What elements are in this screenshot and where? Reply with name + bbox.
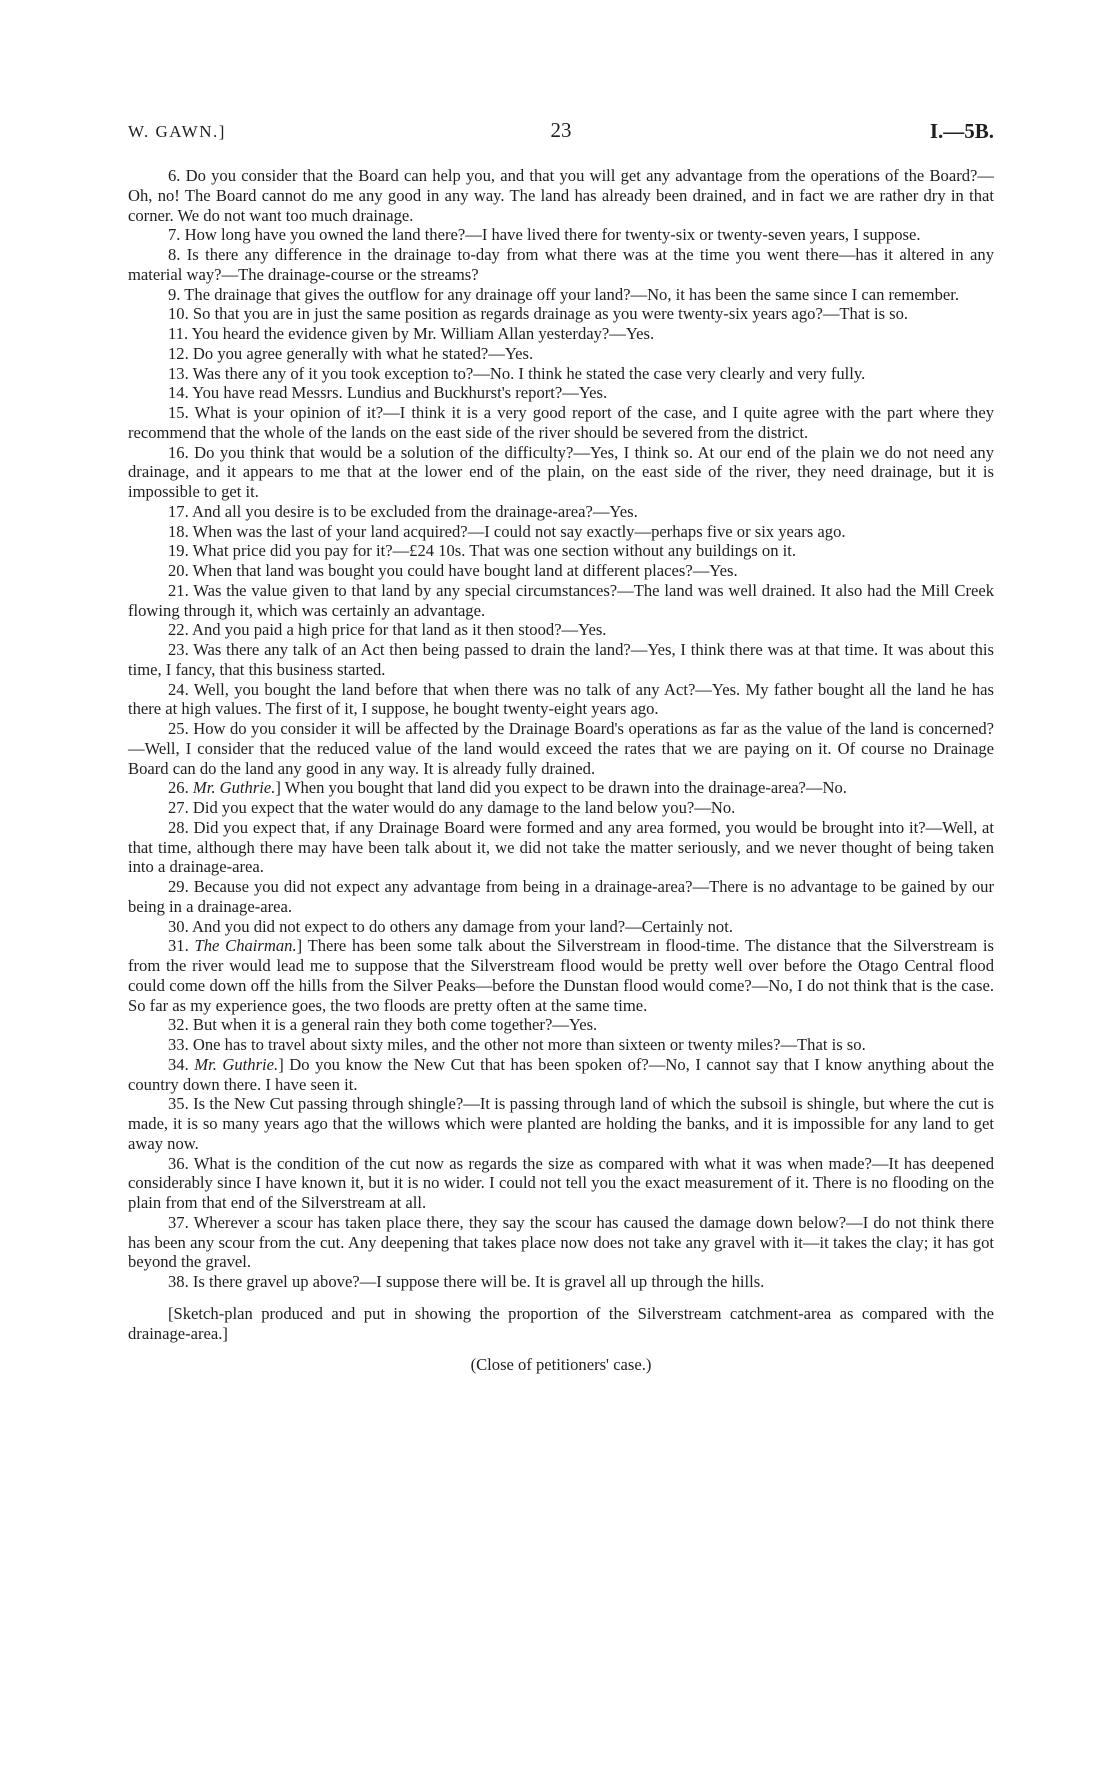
testimony-paragraph <box>128 936 994 1015</box>
paragraph-text: ] There has been some talk about the Silverstream in flood-time. The distance that the Silverstream is from the river would lead me to suppose that the Silverstream flood would be pretty well over before the Otago Central flood could come down off the hills from the Silver Peaks—before the Dunstan flood would come?—No, I do not think that is the case. So far as my experience goes, the two floods are pretty often at the same time. <box>128 936 994 1015</box>
testimony-paragraph: 12. Do you agree generally with what he stated?—Yes. <box>168 343 534 363</box>
speaker-name: The Chairman. <box>194 936 297 956</box>
testimony-paragraph: 23. Was there any talk of an Act then being passed to drain the land?—Yes, I think there was at that time. It was about this time, I fancy, that this business started. <box>128 640 994 679</box>
testimony-paragraph: 38. Is there gravel up above?—I suppose there will be. It is gravel all up through the hills. <box>168 1272 765 1291</box>
page-header <box>128 118 994 152</box>
testimony-paragraph: 30. And you did not expect to do others any damage from your land?—Certainly not. <box>168 916 733 936</box>
testimony-paragraph: 16. Do you think that would be a solution of the difficulty?—Yes, I think so. At our end of the plain we do not need any drainage, and it appears to me that at the lower end of the plain, on the east side of the river, they need drainage, but it is impossible to get it. <box>128 442 994 501</box>
sketch-plan-note: [Sketch-plan produced and put in showing the proportion of the Silverstream catchment-area as compared with the drainage-area.] <box>128 1303 994 1343</box>
closing-line: (Close of petitioners' case.) <box>470 1355 652 1375</box>
header-witness: W. GAWN.] <box>128 122 226 141</box>
question-number: 26. <box>168 778 193 798</box>
testimony-paragraph <box>128 778 994 798</box>
testimony-paragraph: 15. What is your opinion of it?—I think it is a very good report of the case, and I quite agree with the part where they recommend that the whole of the lands on the east side of the river should be severed from the district. <box>128 403 994 442</box>
speaker-name: Mr. Guthrie. <box>192 778 276 798</box>
testimony-paragraph: 10. So that you are in just the same position as regards drainage as you were twenty-six years ago?—That is so. <box>168 304 909 324</box>
testimony-body <box>128 166 994 1375</box>
testimony-paragraph: 37. Wherever a scour has taken place there, they say the scour has caused the damage down below?—I do not think there has been any scour from the cut. Any deepening that takes place now does not take any gravel with it—it takes the clay; it has got beyond the gravel. <box>128 1212 994 1272</box>
page-number: 23 <box>550 118 572 142</box>
testimony-paragraph: 29. Because you did not expect any advantage from being in a drainage-area?—There is no advantage to be gained by our being in a drainage-area. <box>128 877 994 916</box>
testimony-paragraph: 18. When was the last of your land acquired?—I could not say exactly—perhaps five or six years ago. <box>168 521 846 541</box>
speaker-name: Mr. Guthrie. <box>194 1054 279 1074</box>
testimony-paragraph: 20. When that land was bought you could have bought land at different places?—Yes. <box>168 561 738 580</box>
testimony-paragraph: 27. Did you expect that the water would do any damage to the land below you?—No. <box>168 798 736 817</box>
testimony-paragraph: 11. You heard the evidence given by Mr. William Allan yesterday?—Yes. <box>168 324 655 343</box>
paper-reference: I.—5B. <box>929 119 994 143</box>
testimony-paragraph: 19. What price did you pay for it?—£24 10s. That was one section without any buildings on it. <box>168 541 797 561</box>
paragraph-text: ] When you bought that land did you expect to be drawn into the drainage-area?—No. <box>275 778 847 798</box>
testimony-paragraph: 35. Is the New Cut passing through shingle?—It is passing through land of which the subsoil is shingle, but where the cut is made, it is so many years ago that the willows which were planted are holding the banks, and it is impossible for any land to get away now. <box>128 1094 994 1153</box>
testimony-paragraph: 14. You have read Messrs. Lundius and Buckhurst's report?—Yes. <box>168 383 608 403</box>
testimony-paragraph: 8. Is there any difference in the drainage to-day from what there was at the time you went there—has it altered in any material way?—The drainage-course or the streams? <box>128 245 994 284</box>
testimony-paragraph: 36. What is the condition of the cut now as regards the size as compared with what it was when made?—It has deepened considerably since I have known it, but it is no wider. I could not tell you the exact measurement of it. There is no flooding on the plain from that end of the Silverstream at all. <box>128 1153 994 1212</box>
testimony-paragraph: 6. Do you consider that the Board can help you, and that you will get any advantage from the operations of the Board?—Oh, no! The Board cannot do me any good in any way. The land has already been drained, and in fact we are rather dry in that corner. We do not want too much drainage. <box>128 166 994 225</box>
testimony-paragraph: 24. Well, you bought the land before that when there was no talk of any Act?—Yes. My father bought all the land he has there at high values. The first of it, I suppose, he bought twenty-eight years ago. <box>128 679 994 719</box>
question-number: 34. <box>168 1054 195 1074</box>
testimony-paragraph: 21. Was the value given to that land by any special circumstances?—The land was well drained. It also had the Mill Creek flowing through it, which was certainly an advantage. <box>128 580 994 620</box>
question-number: 31. <box>168 936 195 956</box>
testimony-paragraph: 22. And you paid a high price for that land as it then stood?—Yes. <box>168 620 607 640</box>
testimony-paragraph: 17. And all you desire is to be excluded from the drainage-area?—Yes. <box>168 501 638 521</box>
testimony-paragraph: 33. One has to travel about sixty miles, and the other not more than sixteen or twenty miles?—That is so. <box>168 1035 866 1054</box>
testimony-paragraph: 9. The drainage that gives the outflow for any drainage off your land?—No, it has been the same since I can remember. <box>168 284 960 304</box>
testimony-paragraph: 32. But when it is a general rain they both come together?—Yes. <box>168 1015 598 1035</box>
testimony-paragraph: 25. How do you consider it will be affected by the Drainage Board's operations as far as the value of the land is concerned?—Well, I consider that the reduced value of the land would exceed the rates that we are paying on it. Of course no Drainage Board can do the land any good in any way. It is already fully drained. <box>128 719 994 778</box>
testimony-paragraph: 7. How long have you owned the land there?—I have lived there for twenty-six or twenty-seven years, I suppose. <box>168 225 921 245</box>
testimony-paragraph: 28. Did you expect that, if any Drainage Board were formed and any area formed, you would be brought into it?—Well, at that time, although there may have been talk about it, we did not take the matter seriously, and we never thought of being taken into a drainage-area. <box>128 817 994 877</box>
testimony-paragraph: 13. Was there any of it you took exception to?—No. I think he stated the case very clearly and very fully. <box>168 363 866 383</box>
testimony-paragraph <box>128 1055 994 1095</box>
paragraph-text: ] Do you know the New Cut that has been spoken of?—No, I cannot say that I know anything about the country down there. I have seen it. <box>128 1054 994 1094</box>
